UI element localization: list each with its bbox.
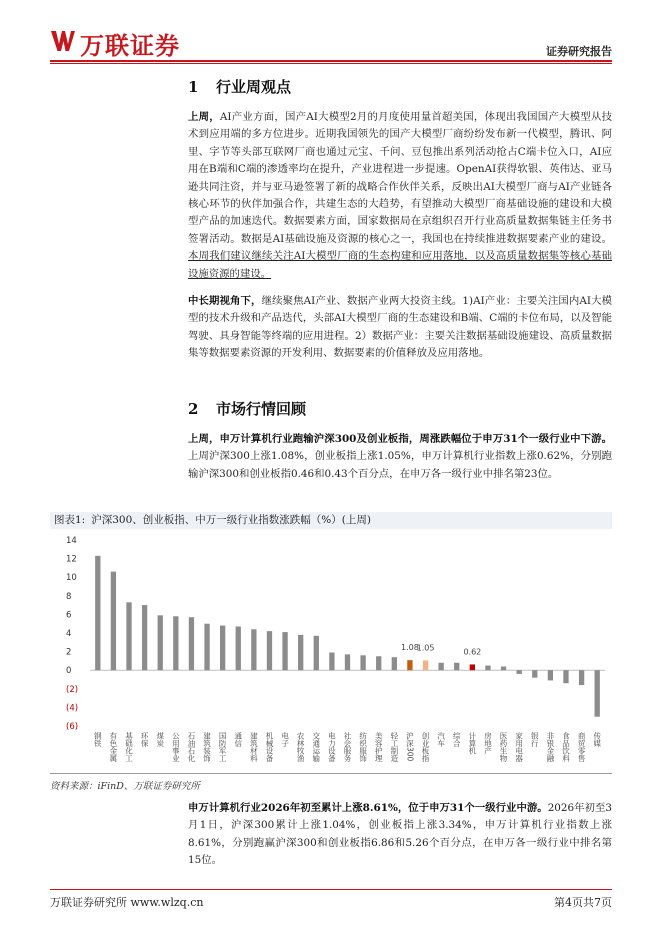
y-tick-label: 6: [66, 610, 72, 621]
bar-24: [470, 664, 475, 670]
y-tick-label: 2: [66, 647, 72, 658]
footer-org: 万联证券研究所 www.wlzq.cn: [50, 896, 204, 909]
x-tick-label: 沪深300: [405, 732, 415, 762]
bar-6: [189, 617, 194, 670]
bar-0: [95, 556, 100, 670]
y-tick-label: 4: [66, 629, 72, 639]
x-tick-label: 有色金属: [108, 732, 118, 762]
x-tick-label: 汽车: [436, 732, 446, 747]
y-tick-label: 10: [66, 573, 77, 584]
bar-21: [423, 660, 428, 670]
y-tick-label: 8: [66, 591, 72, 602]
bar-15: [329, 653, 334, 671]
x-tick-label: 纺织服饰: [358, 732, 368, 762]
section-1-p2-lead: 中长期视角下，: [188, 295, 262, 307]
x-tick-label: 基础化工: [124, 732, 134, 762]
y-tick-label: (4): [66, 703, 79, 714]
x-tick-label: 创业板指: [421, 732, 431, 762]
section-1-paragraph-1: [188, 109, 612, 283]
y-tick-label: (6): [66, 722, 79, 732]
y-tick-label: 0: [66, 666, 72, 677]
footer-rule: [50, 889, 612, 890]
section-1-paragraph-2: [188, 293, 612, 363]
y-tick-label: 12: [66, 554, 77, 565]
bar-31: [579, 670, 584, 685]
figure-title: 沪深300、创业板指、中万一级行业指数涨跌幅（%）(上周): [91, 514, 371, 526]
section-2-heading: [188, 398, 306, 419]
data-label: 1.08: [401, 643, 419, 653]
bar-19: [392, 657, 397, 670]
section-1-number: 1: [188, 78, 199, 96]
data-label: 0.62: [463, 647, 482, 657]
x-tick-label: 美容护理: [374, 732, 384, 762]
section-2-p1-body: 上周沪深300上涨1.08%，创业板指上涨1.05%，申万计算机行业指数上涨0.62%，分别跑输沪深300和创业板指0.46和0.43个百分点，在申万各一级行业中排名第23位。: [188, 450, 612, 480]
x-tick-label: 计算机: [467, 732, 477, 755]
section-1-p1-body: AI产业方面，国产AI大模型2月的月度使用量首超美国，体现出我国国产大模型从技术到应用端的多方位进步。近期我国领先的国产大模型厂商纷纷发布新一代模型，腾讯、阿里、字节等头部互联网厂商也通过元宝、千问、豆包推出系列活动抢占C端卡位入口，AI应用在B端和C端的渗透率均在提升，产业进程进一步提速。OpenAI获得软银、英伟达、亚马逊共同注资，并与亚马逊签署了新的战略合作伙伴关系，反映出AI大模型厂商与AI产业链各核心环节的伙伴加强合作，共建生态的大趋势，有望推动大模型厂商基础设施的建设和大模型产品的加速迭代。数据要素方面，国家数据局在京组织召开行业高质量数据集链主任务书签署活动。数据是AI基础设施及资源的核心之一，我国也在持续推进数据要素产业的建设。: [188, 111, 612, 245]
section-1-heading: [188, 76, 291, 97]
x-tick-label: 房地产: [483, 732, 493, 755]
x-tick-label: 医药生物: [499, 732, 509, 762]
header-rule-thin: [50, 63, 612, 64]
bar-27: [517, 670, 522, 674]
section-2-paragraph-2: [188, 800, 612, 870]
x-tick-label: 煤炭: [155, 732, 165, 747]
figure-title-bar: [50, 512, 612, 529]
bar-26: [501, 666, 506, 670]
x-tick-label: 农林牧渔: [296, 732, 306, 762]
bar-18: [376, 656, 381, 670]
bar-10: [251, 629, 256, 670]
source-rule: [50, 773, 612, 774]
figure-label: 图表1:: [54, 514, 86, 526]
bar-30: [563, 670, 568, 683]
x-tick-label: 非银金融: [545, 732, 555, 762]
section-2-paragraph-1: [188, 431, 612, 483]
bar-20: [407, 660, 412, 670]
y-tick-label: 14: [66, 536, 77, 546]
x-tick-label: 商贸零售: [577, 732, 587, 762]
x-tick-label: 环保: [140, 732, 150, 747]
bar-5: [173, 616, 178, 670]
x-tick-label: 轻工制造: [389, 732, 399, 762]
bar-14: [314, 636, 319, 670]
brand-logo-mark: [50, 28, 76, 54]
bar-9: [236, 626, 241, 670]
x-tick-label: 银行: [530, 732, 540, 747]
x-tick-label: 石油石化: [186, 732, 196, 762]
bar-4: [158, 615, 163, 670]
figure-source: 资料来源：iFinD、万联证券研究所: [50, 781, 200, 792]
x-tick-label: 传媒: [592, 732, 602, 747]
data-label: 1.05: [416, 643, 435, 653]
bar-2: [126, 602, 131, 670]
bar-chart: [50, 530, 612, 773]
x-tick-label: 家用电器: [514, 732, 524, 762]
section-2-p2-body: 2026年初至3月1日，沪深300累计上涨1.04%，创业板指上涨3.34%，申万计算机行业指数上涨8.61%，分别跑赢沪深300和创业板指6.86和5.26个百分点，在申万各一级行业中排名第15位。: [188, 802, 612, 867]
bar-23: [454, 663, 459, 670]
x-tick-label: 国防军工: [218, 732, 228, 762]
x-tick-label: 钢铁: [93, 732, 103, 747]
bar-28: [532, 670, 537, 677]
bar-12: [282, 632, 287, 670]
x-tick-label: 机械设备: [264, 732, 274, 762]
section-1-p2-body: 继续聚焦AI产业、数据产业两大投资主线。1)AI产业：主要关注国内AI大模型的技术升级和产品迭代，头部AI大模型厂商的生态建设和B端、C端的卡位布局，以及智能驾驶、具身智能等终端的应用进程。2）数据产业：主要关注数据基础设施建设、高质量数据集等数据要素资源的开发利用、数据要素的价值释放及应用落地。: [188, 295, 612, 360]
footer-page-number: 第4页共7页: [554, 896, 612, 909]
section-1-p1-recommendation: 本周我们建议继续关注AI大模型厂商的生态构建和应用落地，以及高质量数据集等核心基础设施资源的建设。: [188, 250, 612, 280]
bar-29: [548, 670, 553, 680]
bar-25: [485, 666, 490, 671]
section-2-p2-lead: 申万计算机行业2026年初至累计上涨8.61%，位于申万31个一级行业中游。: [188, 802, 548, 814]
x-tick-label: 社会服务: [343, 732, 352, 762]
bar-3: [142, 605, 147, 670]
x-tick-label: 通信: [233, 732, 243, 747]
section-2-title: 市场行情回顾: [216, 400, 307, 418]
bar-17: [360, 655, 365, 670]
y-tick-label: (2): [66, 684, 79, 695]
section-1-p1-lead: 上周，: [188, 111, 220, 123]
bar-11: [267, 631, 272, 670]
doc-type-label: 证券研究报告: [546, 45, 612, 58]
section-2-number: 2: [188, 400, 199, 418]
x-tick-label: 公用事业: [171, 732, 181, 762]
bar-8: [220, 626, 225, 671]
section-1-title: 行业周观点: [216, 78, 292, 96]
x-tick-label: 建筑材料: [249, 732, 259, 762]
bar-7: [204, 624, 209, 671]
brand-name: 万联证券: [80, 32, 180, 60]
x-tick-label: 食品饮料: [561, 732, 571, 762]
bar-22: [438, 663, 443, 670]
section-2-p1-lead: 上周，申万计算机行业跑输沪深300及创业板指，周涨跌幅位于申万31个一级行业中下游。: [188, 433, 612, 445]
bar-13: [298, 635, 303, 670]
header-rule: [50, 60, 612, 62]
x-tick-label: 电力设备: [327, 732, 337, 762]
x-tick-label: 综合: [452, 732, 462, 747]
bar-1: [111, 572, 116, 671]
x-tick-label: 建筑装饰: [202, 732, 212, 762]
bar-32: [595, 670, 600, 717]
x-tick-label: 电子: [280, 732, 290, 747]
x-tick-label: 交通运输: [311, 732, 321, 762]
bar-16: [345, 654, 350, 670]
